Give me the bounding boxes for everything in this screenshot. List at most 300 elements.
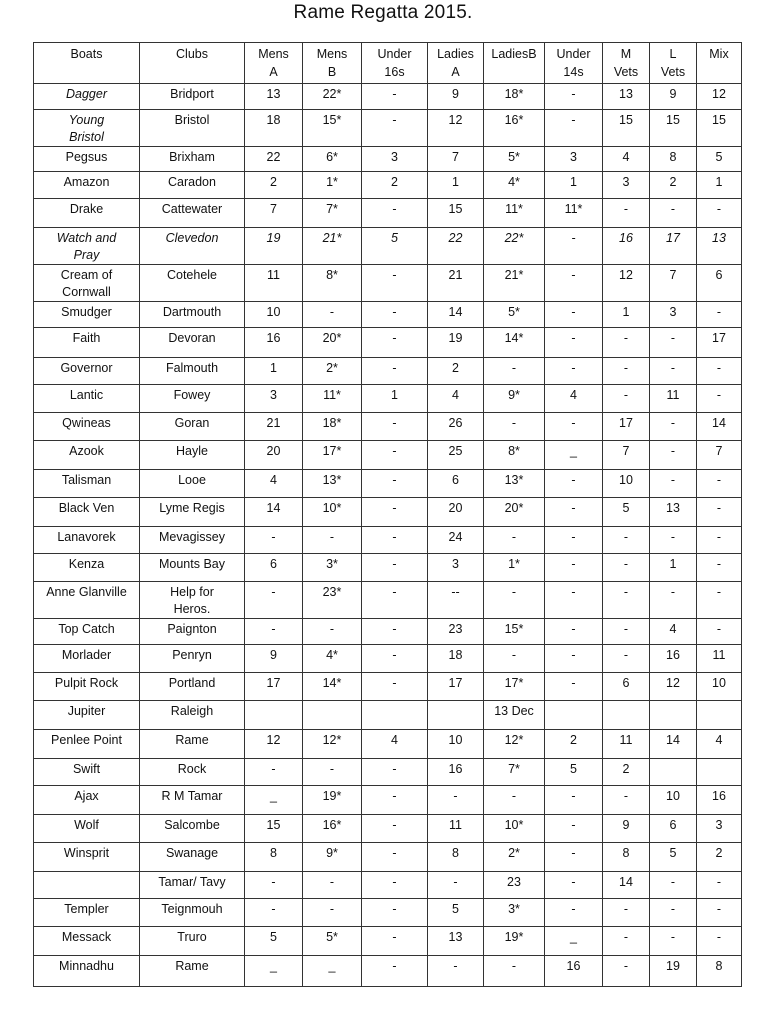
table-row [34, 228, 742, 265]
score-cell: - [697, 899, 742, 927]
score-cell: 15 [603, 110, 650, 147]
score-cell: _ [303, 956, 362, 987]
score-cell: - [650, 872, 697, 899]
score-cell: - [303, 619, 362, 645]
score-cell: 20 [245, 441, 303, 470]
score-cell: 21 [245, 413, 303, 441]
score-cell: 10* [484, 815, 545, 843]
score-cell: 9 [650, 84, 697, 110]
score-cell: - [362, 673, 428, 701]
club-cell: Mounts Bay [140, 554, 245, 582]
club-cell: Mevagissey [140, 527, 245, 554]
score-cell: 5 [697, 147, 742, 172]
score-cell [245, 701, 303, 730]
score-cell: 24 [428, 527, 484, 554]
score-cell: 8 [603, 843, 650, 872]
table-row [34, 302, 742, 328]
table-row [34, 358, 742, 385]
score-cell: 18 [428, 645, 484, 673]
table-row [34, 759, 742, 786]
club-cell: Clevedon [140, 228, 245, 265]
boat-cell: Drake [34, 199, 140, 228]
score-cell: 6 [650, 815, 697, 843]
score-cell: _ [245, 956, 303, 987]
column-header: L Vets [650, 43, 697, 84]
table-row [34, 470, 742, 498]
score-cell: 3 [650, 302, 697, 328]
score-cell: 8* [484, 441, 545, 470]
score-cell: 21* [484, 265, 545, 302]
boat-cell: Swift [34, 759, 140, 786]
score-cell: 16 [697, 786, 742, 815]
score-cell: - [545, 843, 603, 872]
score-cell [650, 759, 697, 786]
score-cell: - [362, 302, 428, 328]
score-cell: _ [245, 786, 303, 815]
score-cell: - [603, 582, 650, 619]
score-cell: 3 [245, 385, 303, 413]
score-cell: - [545, 673, 603, 701]
header-row [34, 43, 742, 84]
score-cell: - [697, 385, 742, 413]
score-cell: 10* [303, 498, 362, 527]
table-row [34, 619, 742, 645]
boat-cell: Faith [34, 328, 140, 358]
club-cell: Falmouth [140, 358, 245, 385]
score-cell: - [303, 302, 362, 328]
score-cell: - [697, 302, 742, 328]
score-cell: 19 [428, 328, 484, 358]
score-cell: - [303, 872, 362, 899]
score-cell: 3* [484, 899, 545, 927]
score-cell: 14 [650, 730, 697, 759]
boat-cell: Penlee Point [34, 730, 140, 759]
score-cell: 14 [245, 498, 303, 527]
score-cell: - [697, 927, 742, 956]
boat-cell: Pulpit Rock [34, 673, 140, 701]
score-cell: - [303, 899, 362, 927]
score-cell: 17* [303, 441, 362, 470]
boat-cell [34, 872, 140, 899]
score-cell: 5 [245, 927, 303, 956]
column-header: Mens B [303, 43, 362, 84]
score-cell: 18 [245, 110, 303, 147]
score-cell: 16* [484, 110, 545, 147]
boat-cell: Winsprit [34, 843, 140, 872]
boat-cell: Minnadhu [34, 956, 140, 987]
club-cell: Fowey [140, 385, 245, 413]
boat-cell: Wolf [34, 815, 140, 843]
score-cell: 6 [245, 554, 303, 582]
score-cell: 1* [484, 554, 545, 582]
score-cell: 15* [484, 619, 545, 645]
table-row [34, 110, 742, 147]
score-cell: - [545, 265, 603, 302]
score-cell: - [603, 927, 650, 956]
column-header: Under 14s [545, 43, 603, 84]
boat-cell: Jupiter [34, 701, 140, 730]
score-cell: 19* [303, 786, 362, 815]
score-cell: - [545, 645, 603, 673]
score-cell: 13* [303, 470, 362, 498]
score-cell: 7 [245, 199, 303, 228]
column-header: LadiesB [484, 43, 545, 84]
table-row [34, 441, 742, 470]
score-cell: 8 [428, 843, 484, 872]
score-cell: 5* [484, 147, 545, 172]
score-cell: - [362, 899, 428, 927]
score-cell: 4 [545, 385, 603, 413]
score-cell: 20* [303, 328, 362, 358]
score-cell: 16* [303, 815, 362, 843]
score-cell: 15 [245, 815, 303, 843]
score-cell: - [545, 815, 603, 843]
score-cell: - [545, 470, 603, 498]
score-cell: 5 [428, 899, 484, 927]
score-cell: - [362, 413, 428, 441]
club-cell: Brixham [140, 147, 245, 172]
score-cell: 5 [362, 228, 428, 265]
club-cell: Teignmouh [140, 899, 245, 927]
column-header: Ladies A [428, 43, 484, 84]
score-cell: - [650, 527, 697, 554]
column-header: Boats [34, 43, 140, 84]
score-cell: 22 [428, 228, 484, 265]
score-cell: - [603, 645, 650, 673]
score-cell: - [428, 786, 484, 815]
score-cell: 13 [650, 498, 697, 527]
table-row [34, 172, 742, 199]
club-cell: Paignton [140, 619, 245, 645]
boat-cell: Ajax [34, 786, 140, 815]
score-cell: 15* [303, 110, 362, 147]
score-cell: 18* [484, 84, 545, 110]
score-cell: 10 [603, 470, 650, 498]
score-cell: _ [545, 441, 603, 470]
score-cell: 15 [697, 110, 742, 147]
score-cell: - [697, 554, 742, 582]
boat-cell: Templer [34, 899, 140, 927]
score-cell: 9 [428, 84, 484, 110]
score-cell: - [650, 441, 697, 470]
score-cell: - [428, 872, 484, 899]
score-cell: 7 [697, 441, 742, 470]
score-cell: - [245, 619, 303, 645]
table-row [34, 498, 742, 527]
score-cell: - [650, 199, 697, 228]
score-cell: 1 [603, 302, 650, 328]
boat-cell: Morlader [34, 645, 140, 673]
score-cell: 11 [245, 265, 303, 302]
score-cell: - [245, 582, 303, 619]
score-cell: 14 [428, 302, 484, 328]
score-cell: 4 [697, 730, 742, 759]
score-cell: - [362, 872, 428, 899]
score-cell: - [484, 956, 545, 987]
score-cell: - [650, 470, 697, 498]
score-cell: - [697, 470, 742, 498]
club-cell: Rock [140, 759, 245, 786]
score-cell: - [545, 328, 603, 358]
score-cell: 5 [650, 843, 697, 872]
column-header: Under 16s [362, 43, 428, 84]
score-cell: - [545, 498, 603, 527]
score-cell: - [362, 619, 428, 645]
boat-cell: Pegsus [34, 147, 140, 172]
club-cell: Caradon [140, 172, 245, 199]
score-cell: - [603, 199, 650, 228]
score-cell: - [362, 110, 428, 147]
score-cell: - [545, 413, 603, 441]
score-cell: 15 [428, 199, 484, 228]
boat-cell: Amazon [34, 172, 140, 199]
score-cell: 17 [245, 673, 303, 701]
score-cell: 25 [428, 441, 484, 470]
score-cell: 17 [603, 413, 650, 441]
score-cell: 1 [545, 172, 603, 199]
score-cell: - [362, 358, 428, 385]
boat-cell: Watch and Pray [34, 228, 140, 265]
score-cell: - [603, 554, 650, 582]
score-cell: - [545, 84, 603, 110]
score-cell [428, 701, 484, 730]
score-cell: 23 [428, 619, 484, 645]
score-cell: 13 Dec [484, 701, 545, 730]
score-cell: 4* [303, 645, 362, 673]
score-cell: - [650, 927, 697, 956]
score-cell: - [697, 199, 742, 228]
score-cell: - [362, 786, 428, 815]
boat-cell: Smudger [34, 302, 140, 328]
score-cell: 14* [303, 673, 362, 701]
score-cell: 2 [603, 759, 650, 786]
score-cell: - [545, 554, 603, 582]
score-cell: 14 [603, 872, 650, 899]
club-cell: Penryn [140, 645, 245, 673]
score-cell: - [545, 110, 603, 147]
score-cell: 13 [697, 228, 742, 265]
score-cell: 17 [428, 673, 484, 701]
score-cell: - [603, 956, 650, 987]
score-cell: 7* [484, 759, 545, 786]
score-cell: 19 [245, 228, 303, 265]
score-cell: 26 [428, 413, 484, 441]
score-cell: 7 [428, 147, 484, 172]
club-cell: Truro [140, 927, 245, 956]
score-cell: - [362, 470, 428, 498]
score-cell: - [245, 759, 303, 786]
club-cell: Bridport [140, 84, 245, 110]
score-cell: 4 [428, 385, 484, 413]
score-cell: 8* [303, 265, 362, 302]
score-cell: 13 [245, 84, 303, 110]
score-cell: 10 [697, 673, 742, 701]
score-cell: -- [428, 582, 484, 619]
score-cell: 6* [303, 147, 362, 172]
score-cell: - [428, 956, 484, 987]
score-cell: 2 [428, 358, 484, 385]
score-cell: 12 [245, 730, 303, 759]
score-cell: 8 [697, 956, 742, 987]
score-cell: 14 [697, 413, 742, 441]
score-cell: - [362, 956, 428, 987]
score-cell: - [650, 582, 697, 619]
score-cell: 20 [428, 498, 484, 527]
score-cell: 1* [303, 172, 362, 199]
score-cell: 17 [650, 228, 697, 265]
boat-cell: Talisman [34, 470, 140, 498]
score-cell: - [484, 582, 545, 619]
score-cell: 16 [428, 759, 484, 786]
score-cell [603, 701, 650, 730]
score-cell: - [697, 872, 742, 899]
score-cell: 12 [697, 84, 742, 110]
score-cell: - [697, 582, 742, 619]
score-cell [697, 701, 742, 730]
score-cell: 23 [484, 872, 545, 899]
score-cell [545, 701, 603, 730]
score-cell: 11* [545, 199, 603, 228]
column-header: Mix [697, 43, 742, 84]
score-cell: 1 [428, 172, 484, 199]
score-cell: - [545, 582, 603, 619]
score-cell: 2 [362, 172, 428, 199]
score-cell: 21* [303, 228, 362, 265]
table-row [34, 328, 742, 358]
score-cell: 3* [303, 554, 362, 582]
boat-cell: Cream of Cornwall [34, 265, 140, 302]
boat-cell: Kenza [34, 554, 140, 582]
score-cell: - [484, 358, 545, 385]
table-row [34, 786, 742, 815]
score-cell: _ [545, 927, 603, 956]
score-cell: 22* [484, 228, 545, 265]
score-cell: - [362, 328, 428, 358]
score-cell: 10 [650, 786, 697, 815]
table-row [34, 84, 742, 110]
score-cell: 20* [484, 498, 545, 527]
score-cell: 12* [484, 730, 545, 759]
score-cell: - [362, 927, 428, 956]
score-cell: 13 [603, 84, 650, 110]
table-row [34, 843, 742, 872]
table-row [34, 147, 742, 172]
score-cell: - [362, 554, 428, 582]
score-cell: 11* [303, 385, 362, 413]
score-cell: 15 [650, 110, 697, 147]
column-header: M Vets [603, 43, 650, 84]
score-cell: - [603, 899, 650, 927]
club-cell: R M Tamar [140, 786, 245, 815]
column-header: Clubs [140, 43, 245, 84]
score-cell: - [545, 899, 603, 927]
club-cell: Cattewater [140, 199, 245, 228]
boat-cell: Messack [34, 927, 140, 956]
score-cell: 14* [484, 328, 545, 358]
score-cell: 10 [245, 302, 303, 328]
club-cell: Devoran [140, 328, 245, 358]
table-row [34, 645, 742, 673]
score-cell: 5* [303, 927, 362, 956]
score-cell: 22* [303, 84, 362, 110]
score-cell: 4* [484, 172, 545, 199]
club-cell: Swanage [140, 843, 245, 872]
table-row [34, 527, 742, 554]
score-cell: 2 [245, 172, 303, 199]
score-cell: 3 [362, 147, 428, 172]
score-cell: - [362, 759, 428, 786]
score-cell: - [545, 786, 603, 815]
score-cell: 12 [650, 673, 697, 701]
score-cell: 23* [303, 582, 362, 619]
score-cell: - [362, 527, 428, 554]
score-cell: 13* [484, 470, 545, 498]
score-cell: 9* [484, 385, 545, 413]
table-row [34, 265, 742, 302]
score-cell: 2 [650, 172, 697, 199]
score-cell: 8 [650, 147, 697, 172]
score-cell: - [603, 358, 650, 385]
table-row [34, 413, 742, 441]
score-cell: - [362, 441, 428, 470]
score-cell: - [484, 527, 545, 554]
score-cell: 2 [545, 730, 603, 759]
score-cell: 22 [245, 147, 303, 172]
table-row [34, 730, 742, 759]
table-row [34, 582, 742, 619]
club-cell: Rame [140, 730, 245, 759]
score-cell: 21 [428, 265, 484, 302]
score-cell: - [603, 786, 650, 815]
score-cell: - [484, 413, 545, 441]
score-cell: - [362, 645, 428, 673]
score-cell: - [245, 527, 303, 554]
score-cell: 9 [603, 815, 650, 843]
club-cell: Bristol [140, 110, 245, 147]
score-cell: 6 [603, 673, 650, 701]
table-row [34, 554, 742, 582]
score-cell: - [362, 498, 428, 527]
table-row [34, 385, 742, 413]
score-cell: - [603, 328, 650, 358]
score-cell: 3 [603, 172, 650, 199]
score-cell: - [697, 527, 742, 554]
score-cell: 5 [545, 759, 603, 786]
score-cell: - [697, 358, 742, 385]
score-cell: - [603, 527, 650, 554]
score-cell: - [545, 358, 603, 385]
score-cell: 11 [650, 385, 697, 413]
score-cell [697, 759, 742, 786]
score-cell: 4 [603, 147, 650, 172]
score-cell: 4 [245, 470, 303, 498]
score-cell: 11 [697, 645, 742, 673]
club-cell: Portland [140, 673, 245, 701]
score-cell: 3 [545, 147, 603, 172]
score-cell: - [362, 843, 428, 872]
score-cell: - [484, 645, 545, 673]
score-cell: 7* [303, 199, 362, 228]
boat-cell: Azook [34, 441, 140, 470]
column-header: Mens A [245, 43, 303, 84]
score-cell: 19 [650, 956, 697, 987]
table-row [34, 956, 742, 987]
score-cell: 16 [603, 228, 650, 265]
score-cell: 9 [245, 645, 303, 673]
score-cell: 5 [603, 498, 650, 527]
club-cell: Dartmouth [140, 302, 245, 328]
score-cell [303, 701, 362, 730]
